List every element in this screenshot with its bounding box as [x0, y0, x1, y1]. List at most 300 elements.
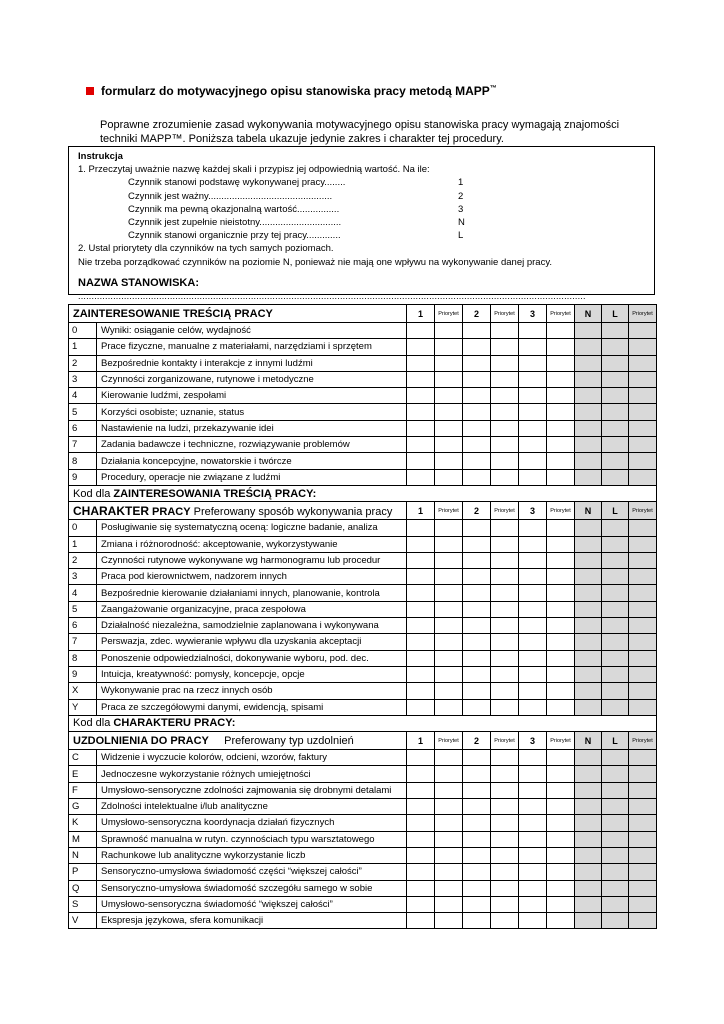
rating-cell[interactable]	[519, 453, 547, 469]
rating-cell[interactable]	[547, 388, 575, 404]
rating-cell[interactable]	[602, 437, 629, 453]
rating-cell[interactable]	[547, 323, 575, 339]
rating-cell[interactable]	[547, 847, 575, 863]
rating-cell[interactable]	[629, 388, 657, 404]
rating-cell[interactable]	[491, 323, 519, 339]
rating-cell[interactable]	[435, 437, 463, 453]
rating-cell[interactable]	[575, 618, 602, 634]
rating-cell[interactable]	[463, 388, 491, 404]
rating-cell[interactable]	[602, 666, 629, 682]
rating-cell[interactable]	[547, 650, 575, 666]
rating-cell[interactable]	[463, 799, 491, 815]
rating-cell[interactable]	[547, 420, 575, 436]
rating-cell[interactable]	[547, 799, 575, 815]
rating-cell[interactable]	[435, 601, 463, 617]
rating-cell[interactable]	[629, 880, 657, 896]
rating-cell[interactable]	[575, 323, 602, 339]
rating-cell[interactable]	[435, 552, 463, 568]
rating-cell[interactable]	[519, 831, 547, 847]
rating-cell[interactable]	[602, 880, 629, 896]
rating-cell[interactable]	[435, 469, 463, 485]
rating-cell[interactable]	[547, 699, 575, 715]
rating-cell[interactable]	[547, 520, 575, 536]
rating-cell[interactable]	[519, 552, 547, 568]
rating-cell[interactable]	[491, 404, 519, 420]
rating-cell[interactable]	[519, 323, 547, 339]
rating-cell[interactable]	[407, 847, 435, 863]
rating-cell[interactable]	[547, 339, 575, 355]
rating-cell[interactable]	[629, 420, 657, 436]
rating-cell[interactable]	[547, 766, 575, 782]
rating-cell[interactable]	[519, 634, 547, 650]
rating-cell[interactable]	[407, 569, 435, 585]
rating-cell[interactable]	[463, 520, 491, 536]
rating-cell[interactable]	[519, 469, 547, 485]
rating-cell[interactable]	[547, 585, 575, 601]
rating-cell[interactable]	[629, 469, 657, 485]
rating-cell[interactable]	[519, 864, 547, 880]
rating-cell[interactable]	[435, 618, 463, 634]
rating-cell[interactable]	[463, 831, 491, 847]
rating-cell[interactable]	[575, 569, 602, 585]
rating-cell[interactable]	[519, 355, 547, 371]
rating-cell[interactable]	[547, 355, 575, 371]
rating-cell[interactable]	[491, 469, 519, 485]
rating-cell[interactable]	[547, 913, 575, 929]
rating-cell[interactable]	[602, 323, 629, 339]
rating-cell[interactable]	[547, 618, 575, 634]
rating-cell[interactable]	[491, 913, 519, 929]
rating-cell[interactable]	[629, 634, 657, 650]
rating-cell[interactable]	[491, 683, 519, 699]
rating-cell[interactable]	[575, 420, 602, 436]
rating-cell[interactable]	[547, 831, 575, 847]
rating-cell[interactable]	[575, 766, 602, 782]
rating-cell[interactable]	[629, 782, 657, 798]
rating-cell[interactable]	[407, 323, 435, 339]
rating-cell[interactable]	[491, 847, 519, 863]
rating-cell[interactable]	[407, 913, 435, 929]
rating-cell[interactable]	[629, 404, 657, 420]
rating-cell[interactable]	[435, 913, 463, 929]
rating-cell[interactable]	[519, 896, 547, 912]
rating-cell[interactable]	[407, 420, 435, 436]
rating-cell[interactable]	[491, 453, 519, 469]
rating-cell[interactable]	[463, 420, 491, 436]
rating-cell[interactable]	[575, 355, 602, 371]
rating-cell[interactable]	[407, 782, 435, 798]
rating-cell[interactable]	[491, 601, 519, 617]
rating-cell[interactable]	[629, 666, 657, 682]
rating-cell[interactable]	[575, 880, 602, 896]
rating-cell[interactable]	[407, 799, 435, 815]
rating-cell[interactable]	[407, 650, 435, 666]
rating-cell[interactable]	[435, 634, 463, 650]
rating-cell[interactable]	[602, 864, 629, 880]
rating-cell[interactable]	[602, 618, 629, 634]
rating-cell[interactable]	[491, 750, 519, 766]
rating-cell[interactable]	[435, 404, 463, 420]
rating-cell[interactable]	[491, 782, 519, 798]
rating-cell[interactable]	[575, 552, 602, 568]
rating-cell[interactable]	[435, 864, 463, 880]
rating-cell[interactable]	[629, 552, 657, 568]
rating-cell[interactable]	[629, 371, 657, 387]
rating-cell[interactable]	[519, 437, 547, 453]
rating-cell[interactable]	[602, 650, 629, 666]
rating-cell[interactable]	[463, 782, 491, 798]
rating-cell[interactable]	[547, 880, 575, 896]
rating-cell[interactable]	[407, 750, 435, 766]
rating-cell[interactable]	[491, 896, 519, 912]
rating-cell[interactable]	[629, 601, 657, 617]
rating-cell[interactable]	[629, 520, 657, 536]
rating-cell[interactable]	[491, 388, 519, 404]
rating-cell[interactable]	[491, 520, 519, 536]
rating-cell[interactable]	[629, 536, 657, 552]
rating-cell[interactable]	[575, 339, 602, 355]
rating-cell[interactable]	[519, 404, 547, 420]
rating-cell[interactable]	[547, 864, 575, 880]
rating-cell[interactable]	[519, 536, 547, 552]
rating-cell[interactable]	[491, 815, 519, 831]
rating-cell[interactable]	[435, 847, 463, 863]
rating-cell[interactable]	[407, 831, 435, 847]
rating-cell[interactable]	[407, 388, 435, 404]
rating-cell[interactable]	[575, 683, 602, 699]
rating-cell[interactable]	[491, 618, 519, 634]
rating-cell[interactable]	[575, 666, 602, 682]
rating-cell[interactable]	[575, 469, 602, 485]
rating-cell[interactable]	[435, 782, 463, 798]
rating-cell[interactable]	[547, 683, 575, 699]
rating-cell[interactable]	[407, 536, 435, 552]
rating-cell[interactable]	[519, 569, 547, 585]
rating-cell[interactable]	[629, 847, 657, 863]
rating-cell[interactable]	[491, 634, 519, 650]
rating-cell[interactable]	[547, 601, 575, 617]
rating-cell[interactable]	[491, 569, 519, 585]
rating-cell[interactable]	[491, 831, 519, 847]
rating-cell[interactable]	[407, 896, 435, 912]
rating-cell[interactable]	[491, 650, 519, 666]
rating-cell[interactable]	[629, 323, 657, 339]
rating-cell[interactable]	[629, 699, 657, 715]
rating-cell[interactable]	[575, 913, 602, 929]
rating-cell[interactable]	[547, 371, 575, 387]
rating-cell[interactable]	[491, 355, 519, 371]
rating-cell[interactable]	[575, 815, 602, 831]
rating-cell[interactable]	[602, 766, 629, 782]
rating-cell[interactable]	[519, 420, 547, 436]
rating-cell[interactable]	[629, 766, 657, 782]
rating-cell[interactable]	[629, 831, 657, 847]
rating-cell[interactable]	[629, 864, 657, 880]
rating-cell[interactable]	[575, 388, 602, 404]
rating-cell[interactable]	[602, 404, 629, 420]
rating-cell[interactable]	[519, 699, 547, 715]
rating-cell[interactable]	[407, 339, 435, 355]
row-code: 0	[69, 520, 97, 536]
rating-cell[interactable]	[602, 782, 629, 798]
rating-cell[interactable]	[575, 750, 602, 766]
rating-cell[interactable]	[463, 683, 491, 699]
rating-cell[interactable]	[629, 683, 657, 699]
rating-cell[interactable]	[463, 634, 491, 650]
rating-cell[interactable]	[602, 634, 629, 650]
rating-cell[interactable]	[547, 552, 575, 568]
rating-cell[interactable]	[435, 388, 463, 404]
rating-cell[interactable]	[575, 371, 602, 387]
rating-cell[interactable]	[491, 799, 519, 815]
rating-cell[interactable]	[407, 552, 435, 568]
rating-cell[interactable]	[602, 420, 629, 436]
rating-cell[interactable]	[547, 750, 575, 766]
rating-cell[interactable]	[629, 750, 657, 766]
rating-cell[interactable]	[463, 699, 491, 715]
rating-cell[interactable]	[602, 815, 629, 831]
rating-cell[interactable]	[491, 880, 519, 896]
rating-cell[interactable]	[575, 536, 602, 552]
rating-cell[interactable]	[491, 339, 519, 355]
rating-cell[interactable]	[629, 585, 657, 601]
rating-cell[interactable]	[547, 896, 575, 912]
rating-cell[interactable]	[435, 339, 463, 355]
rating-cell[interactable]	[463, 913, 491, 929]
rating-cell[interactable]	[463, 815, 491, 831]
rating-cell[interactable]	[519, 750, 547, 766]
rating-cell[interactable]	[602, 453, 629, 469]
rating-cell[interactable]	[491, 552, 519, 568]
rating-cell[interactable]	[407, 864, 435, 880]
rating-cell[interactable]	[575, 847, 602, 863]
rating-cell[interactable]	[519, 585, 547, 601]
rating-cell[interactable]	[435, 815, 463, 831]
rating-cell[interactable]	[519, 683, 547, 699]
rating-cell[interactable]	[463, 750, 491, 766]
rating-cell[interactable]	[602, 699, 629, 715]
rating-cell[interactable]	[435, 896, 463, 912]
rating-cell[interactable]	[547, 666, 575, 682]
rating-cell[interactable]	[463, 666, 491, 682]
rating-cell[interactable]	[435, 666, 463, 682]
rating-cell[interactable]	[435, 355, 463, 371]
rating-cell[interactable]	[435, 831, 463, 847]
rating-cell[interactable]	[519, 650, 547, 666]
rating-cell[interactable]	[463, 766, 491, 782]
rating-cell[interactable]	[463, 323, 491, 339]
rating-cell[interactable]	[463, 536, 491, 552]
rating-cell[interactable]	[435, 699, 463, 715]
rating-cell[interactable]	[547, 469, 575, 485]
rating-cell[interactable]	[407, 520, 435, 536]
rating-cell[interactable]	[575, 634, 602, 650]
rating-cell[interactable]	[463, 469, 491, 485]
rating-cell[interactable]	[602, 536, 629, 552]
rating-cell[interactable]	[547, 404, 575, 420]
rating-cell[interactable]	[547, 453, 575, 469]
rating-cell[interactable]	[407, 634, 435, 650]
rating-cell[interactable]	[463, 847, 491, 863]
rating-cell[interactable]	[575, 799, 602, 815]
rating-cell[interactable]	[491, 864, 519, 880]
rating-cell[interactable]	[491, 420, 519, 436]
rating-cell[interactable]	[435, 650, 463, 666]
rating-cell[interactable]	[575, 585, 602, 601]
rating-cell[interactable]	[463, 552, 491, 568]
job-name-field[interactable]: ............................................................................................................................................................................................	[78, 291, 586, 302]
rating-cell[interactable]	[602, 469, 629, 485]
rating-cell[interactable]	[435, 585, 463, 601]
rating-cell[interactable]	[463, 355, 491, 371]
rating-cell[interactable]	[629, 896, 657, 912]
rating-cell[interactable]	[519, 618, 547, 634]
rating-cell[interactable]	[491, 536, 519, 552]
rating-cell[interactable]	[463, 453, 491, 469]
rating-cell[interactable]	[575, 699, 602, 715]
rating-cell[interactable]	[407, 469, 435, 485]
rating-cell[interactable]	[519, 913, 547, 929]
rating-cell[interactable]	[575, 896, 602, 912]
rating-cell[interactable]	[407, 815, 435, 831]
rating-cell[interactable]	[435, 371, 463, 387]
rating-cell[interactable]	[519, 339, 547, 355]
rating-cell[interactable]	[547, 569, 575, 585]
rating-cell[interactable]	[547, 634, 575, 650]
rating-cell[interactable]	[519, 666, 547, 682]
rating-cell[interactable]	[602, 552, 629, 568]
rating-cell[interactable]	[519, 799, 547, 815]
rating-cell[interactable]	[435, 453, 463, 469]
rating-cell[interactable]	[435, 420, 463, 436]
rating-cell[interactable]	[575, 404, 602, 420]
rating-cell[interactable]	[519, 371, 547, 387]
rating-cell[interactable]	[547, 815, 575, 831]
rating-cell[interactable]	[435, 520, 463, 536]
rating-cell[interactable]	[602, 388, 629, 404]
rating-cell[interactable]	[629, 650, 657, 666]
rating-cell[interactable]	[407, 404, 435, 420]
rating-cell[interactable]	[629, 355, 657, 371]
rating-cell[interactable]	[575, 453, 602, 469]
rating-cell[interactable]	[491, 699, 519, 715]
rating-cell[interactable]	[602, 913, 629, 929]
rating-cell[interactable]	[602, 339, 629, 355]
rating-cell[interactable]	[602, 831, 629, 847]
rating-cell[interactable]	[407, 699, 435, 715]
rating-cell[interactable]	[629, 799, 657, 815]
rating-cell[interactable]	[519, 601, 547, 617]
rating-cell[interactable]	[519, 766, 547, 782]
rating-cell[interactable]	[463, 585, 491, 601]
rating-cell[interactable]	[519, 782, 547, 798]
rating-cell[interactable]	[602, 847, 629, 863]
rating-cell[interactable]	[629, 569, 657, 585]
rating-cell[interactable]	[602, 896, 629, 912]
rating-cell[interactable]	[463, 339, 491, 355]
rating-cell[interactable]	[491, 666, 519, 682]
rating-cell[interactable]	[407, 453, 435, 469]
rating-cell[interactable]	[629, 453, 657, 469]
rating-cell[interactable]	[519, 520, 547, 536]
rating-cell[interactable]	[491, 766, 519, 782]
rating-cell[interactable]	[629, 618, 657, 634]
rating-cell[interactable]	[575, 650, 602, 666]
rating-cell[interactable]	[602, 355, 629, 371]
rating-cell[interactable]	[407, 371, 435, 387]
row-label: Prace fizyczne, manualne z materiałami, narzędziami i sprzętem	[97, 339, 407, 355]
rating-cell[interactable]	[575, 864, 602, 880]
rating-cell[interactable]	[435, 750, 463, 766]
rating-cell[interactable]	[547, 536, 575, 552]
rating-cell[interactable]	[491, 585, 519, 601]
rating-cell[interactable]	[602, 371, 629, 387]
rating-cell[interactable]	[575, 831, 602, 847]
rating-cell[interactable]	[407, 666, 435, 682]
rating-cell[interactable]	[463, 864, 491, 880]
rating-cell[interactable]	[519, 815, 547, 831]
rating-cell[interactable]	[463, 896, 491, 912]
rating-cell[interactable]	[463, 569, 491, 585]
rating-cell[interactable]	[602, 799, 629, 815]
rating-cell[interactable]	[575, 437, 602, 453]
rating-cell[interactable]	[463, 601, 491, 617]
rating-cell[interactable]	[435, 536, 463, 552]
rating-cell[interactable]	[407, 880, 435, 896]
rating-cell[interactable]	[629, 815, 657, 831]
rating-cell[interactable]	[602, 683, 629, 699]
rating-cell[interactable]	[463, 371, 491, 387]
rating-cell[interactable]	[575, 520, 602, 536]
rating-cell[interactable]	[463, 437, 491, 453]
rating-cell[interactable]	[435, 683, 463, 699]
rating-cell[interactable]	[463, 618, 491, 634]
rating-cell[interactable]	[547, 782, 575, 798]
rating-cell[interactable]	[435, 323, 463, 339]
rating-cell[interactable]	[602, 569, 629, 585]
rating-cell[interactable]	[519, 880, 547, 896]
rating-cell[interactable]	[629, 437, 657, 453]
rating-cell[interactable]	[547, 437, 575, 453]
rating-cell[interactable]	[407, 601, 435, 617]
rating-cell[interactable]	[491, 437, 519, 453]
rating-cell[interactable]	[435, 766, 463, 782]
rating-cell[interactable]	[435, 569, 463, 585]
rating-cell[interactable]	[575, 782, 602, 798]
rating-cell[interactable]	[435, 799, 463, 815]
rating-cell[interactable]	[407, 683, 435, 699]
rating-cell[interactable]	[629, 339, 657, 355]
rating-cell[interactable]	[491, 371, 519, 387]
rating-cell[interactable]	[435, 880, 463, 896]
rating-cell[interactable]	[602, 601, 629, 617]
rating-cell[interactable]	[463, 880, 491, 896]
rating-cell[interactable]	[629, 913, 657, 929]
rating-cell[interactable]	[407, 355, 435, 371]
rating-cell[interactable]	[519, 388, 547, 404]
rating-cell[interactable]	[602, 520, 629, 536]
rating-cell[interactable]	[407, 618, 435, 634]
rating-cell[interactable]	[519, 847, 547, 863]
rating-cell[interactable]	[463, 650, 491, 666]
rating-cell[interactable]	[575, 601, 602, 617]
rating-cell[interactable]	[407, 585, 435, 601]
rating-cell[interactable]	[602, 750, 629, 766]
rating-cell[interactable]	[407, 437, 435, 453]
rating-cell[interactable]	[602, 585, 629, 601]
rating-cell[interactable]	[407, 766, 435, 782]
rating-cell[interactable]	[463, 404, 491, 420]
